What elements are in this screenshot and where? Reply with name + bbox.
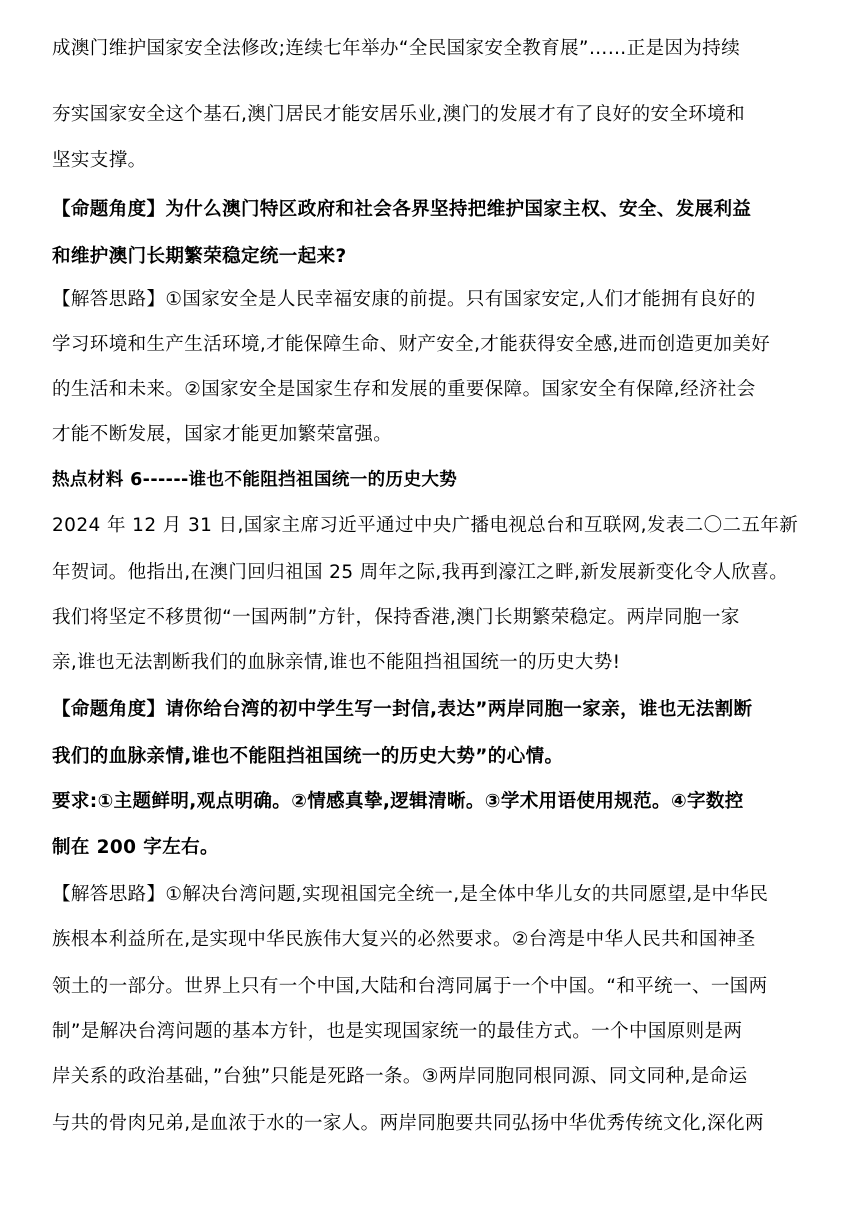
answer-idea-line: 【解答思路】①国家安全是人民幸福安康的前提。只有国家安定,人们才能拥有良好的: [52, 289, 756, 310]
question-angle-heading: 【命题角度】请你给台湾的初中学生写一封信,表达”两岸同胞一家亲，谁也无法割断: [52, 699, 753, 720]
question-angle-heading: 【命题角度】为什么澳门特区政府和社会各界坚持把维护国家主权、安全、发展利益: [52, 199, 752, 220]
document-page: [52, 0, 812, 1216]
answer-idea-line: 岸关系的政治基础，”台独”只能是死路一条。③两岸同胞同根同源、同文同种,是命运: [52, 1066, 748, 1087]
answer-idea-line: 领土的一部分。世界上只有一个中国,大陆和台湾同属于一个中国。“和平统一、一国两: [52, 976, 768, 997]
paragraph-line: 2024 年 12 月 31 日,国家主席习近平通过中央广播电视总台和互联网,发表二〇二五年新: [52, 515, 799, 536]
answer-idea-line: 制”是解决台湾问题的基本方针，也是实现国家统一的最佳方式。一个中国原则是两: [52, 1021, 743, 1042]
answer-idea-line: 的生活和未来。②国家安全是国家生存和发展的重要保障。国家安全有保障,经济社会: [52, 379, 756, 400]
requirements-line: 制在 200 字左右。: [52, 837, 219, 858]
paragraph-line: 亲,谁也无法割断我们的血脉亲情,谁也不能阻挡祖国统一的历史大势!: [52, 652, 621, 673]
paragraph-line: 年贺词。他指出,在澳门回归祖国 25 周年之际,我再到濠江之畔,新发展新变化令人欣喜。: [52, 562, 789, 583]
question-angle-heading: 我们的血脉亲情,谁也不能阻挡祖国统一的历史大势”的心情。: [52, 746, 564, 767]
hot-material-heading: 热点材料 6------谁也不能阻挡祖国统一的历史大势: [52, 470, 458, 490]
question-angle-heading: 和维护澳门长期繁荣稳定统一起来?: [52, 246, 347, 267]
answer-idea-line: 才能不断发展，国家才能更加繁荣富强。: [52, 424, 393, 445]
answer-idea-line: 与共的骨肉兄弟,是血浓于水的一家人。两岸同胞要共同弘扬中华优秀传统文化,深化两: [52, 1113, 764, 1134]
paragraph-line: 我们将坚定不移贯彻“一国两制”方针，保持香港,澳门长期繁荣稳定。两岸同胞一家: [52, 607, 740, 628]
answer-idea-line: 【解答思路】①解决台湾问题,实现祖国完全统一,是全体中华儿女的共同愿望,是中华民: [52, 884, 769, 905]
answer-idea-line: 学习环境和生产生活环境,才能保障生命、财产安全,才能获得安全感,进而创造更加美好: [52, 334, 771, 355]
paragraph-line: 夯实国家安全这个基石,澳门居民才能安居乐业,澳门的发展才有了良好的安全环境和: [52, 104, 745, 125]
requirements-line: 要求:①主题鲜明,观点明确。②情感真挚,逻辑清晰。③学术用语使用规范。④字数控: [52, 791, 744, 812]
answer-idea-line: 族根本利益所在,是实现中华民族伟大复兴的必然要求。②台湾是中华人民共和国神圣: [52, 929, 756, 950]
paragraph-line: 成澳门维护国家安全法修改;连续七年举办“全民国家安全教育展”……正是因为持续: [52, 38, 741, 59]
paragraph-line: 坚实支撑。: [52, 150, 147, 171]
